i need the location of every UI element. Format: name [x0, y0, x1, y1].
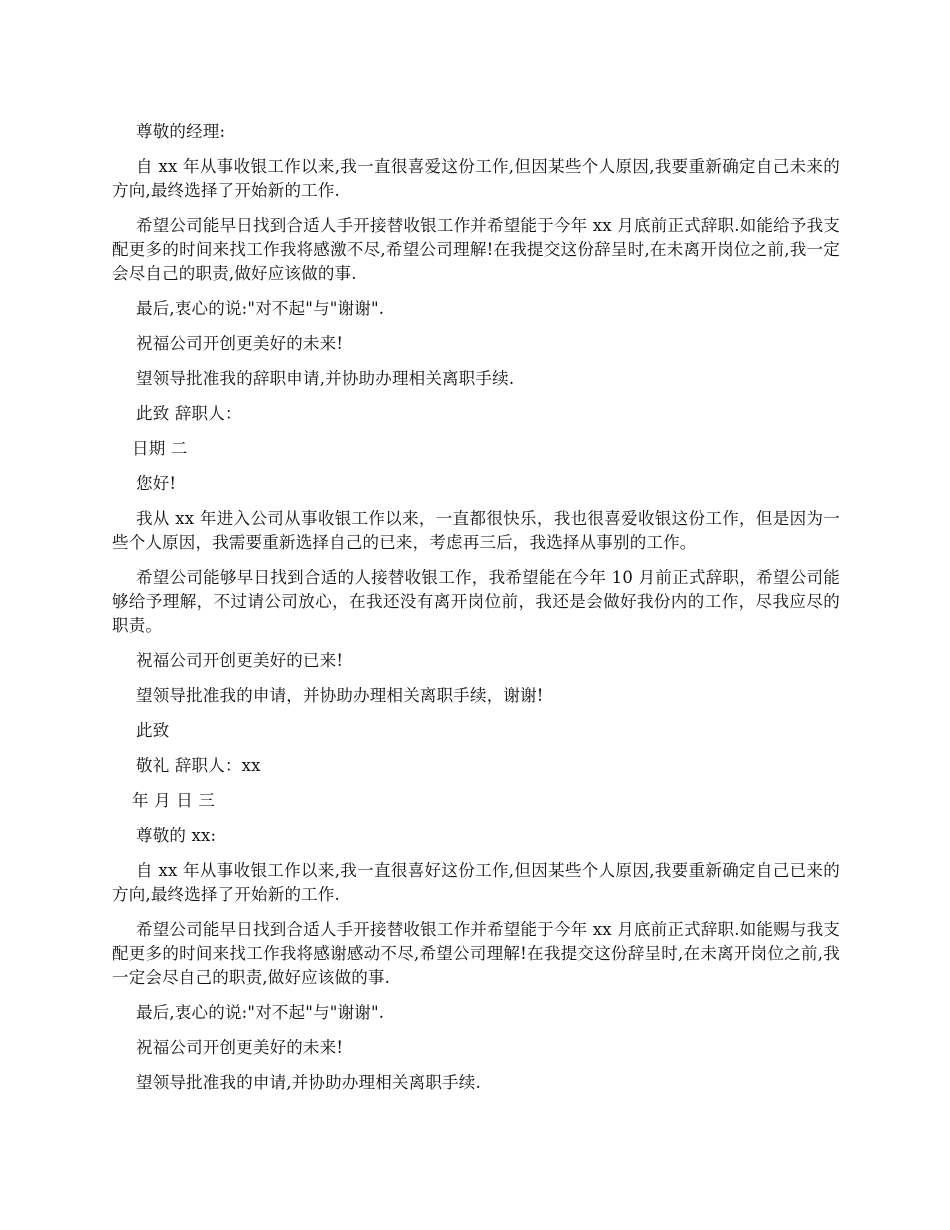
- paragraph: 自 xx 年从事收银工作以来,我一直很喜好这份工作,但因某些个人原因,我要重新确定自己已来的方向,最终选择了开始新的工作.: [112, 861, 840, 904]
- paragraph: 望领导批准我的申请,并协助办理相关离职手续.: [136, 1073, 481, 1092]
- salutation: 尊敬的经理:: [136, 122, 226, 141]
- paragraph: 望领导批准我的辞职申请,并协助办理相关离职手续.: [136, 369, 515, 388]
- paragraph: 希望公司能早日找到合适人手开接替收银工作并希望能于今年 xx 月底前正式辞职.如能给予我支配更多的时间来找工作我将感激不尽,希望公司理解!在我提交这份辞呈时,在未离开岗位之前,我一定会尽自己的职责,做好应该做的事.: [112, 216, 840, 283]
- salutation: 尊敬的 xx:: [136, 826, 217, 845]
- date-line: 日期 二: [132, 439, 188, 458]
- paragraph: 希望公司能够早日找到合适的人接替收银工作，我希望能在今年 10 月前正式辞职，希望公司能够给予理解，不过请公司放心，在我还没有离开岗位前，我还是会做好我份内的工作，尽我应尽的职责。: [112, 568, 840, 635]
- paragraph: 自 xx 年从事收银工作以来,我一直很喜爱这份工作,但因某些个人原因,我要重新确定自己未来的方向,最终选择了开始新的工作.: [112, 157, 840, 200]
- closing-line: 此致 辞职人：: [136, 404, 242, 423]
- letter-body: [112, 120, 840, 1106]
- paragraph: 祝福公司开创更美好的未来!: [136, 334, 344, 353]
- paragraph: 最后,衷心的说:"对不起"与"谢谢".: [136, 1003, 385, 1022]
- paragraph: 祝福公司开创更美好的未来!: [136, 1038, 344, 1057]
- paragraph: 最后,衷心的说:"对不起"与"谢谢".: [136, 299, 385, 318]
- paragraph: 望领导批准我的申请，并协助办理相关离职手续，谢谢!: [136, 686, 544, 705]
- date-line: 年 月 日 三: [132, 791, 216, 810]
- signature-line: 敬礼 辞职人：xx: [136, 756, 261, 775]
- closing-line: 此致: [136, 721, 170, 740]
- salutation: 您好!: [136, 474, 177, 493]
- paragraph: 我从 xx 年进入公司从事收银工作以来，一直都很快乐，我也很喜爱收银这份工作，但是因为一些个人原因，我需要重新选择自己的已来，考虑再三后，我选择从事别的工作。: [112, 509, 840, 552]
- paragraph: 祝福公司开创更美好的已来!: [136, 651, 344, 670]
- paragraph: 希望公司能早日找到合适人手开接替收银工作并希望能于今年 xx 月底前正式辞职.如能赐与我支配更多的时间来找工作我将感谢感动不尽,希望公司理解!在我提交这份辞呈时,在未离开岗位之前,我一定会尽自己的职责,做好应该做的事.: [112, 920, 840, 987]
